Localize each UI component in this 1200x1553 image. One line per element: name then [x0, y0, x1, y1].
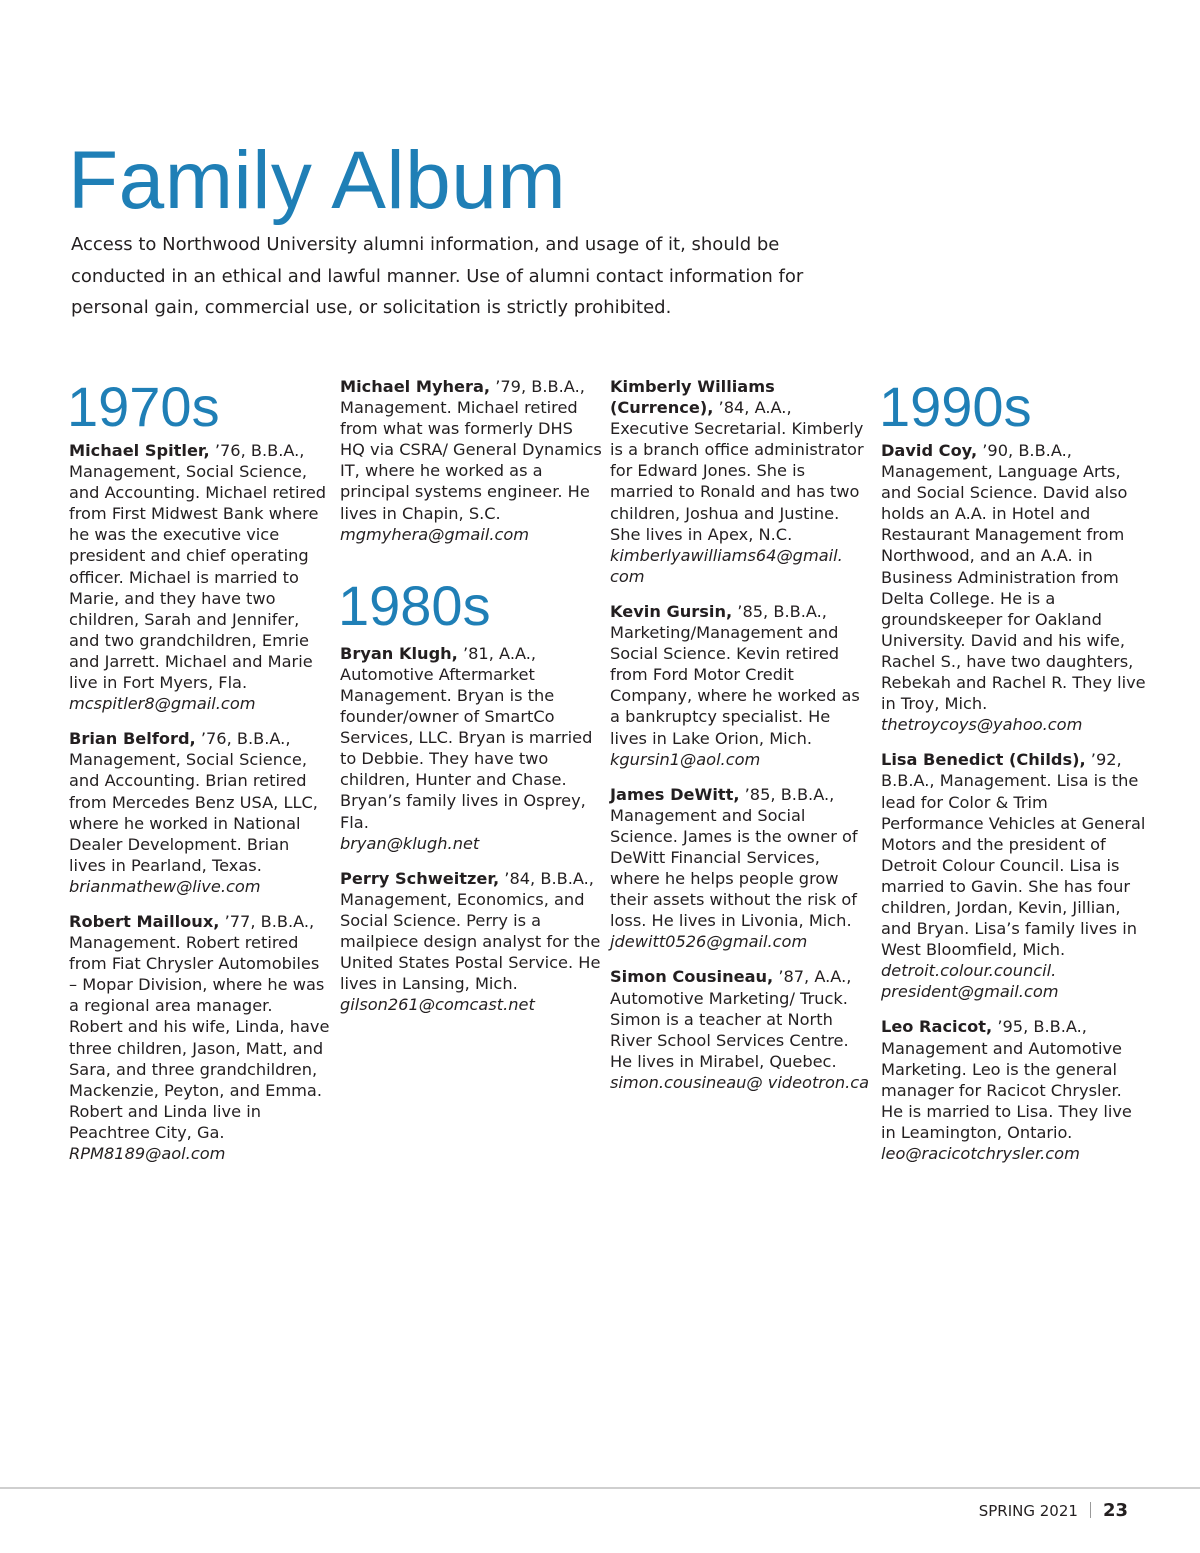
alumni-bio: ’84, B.B.A., Management, Economics, and Social Science. Perry is a mailpiece design analyst for the United States Postal Service. He lives in Lansing, Mich.: [340, 868, 601, 994]
alumni-entry: [69, 440, 331, 714]
alumni-bio: ’77, B.B.A., Management. Robert retired from Fiat Chrysler Automobiles – Mopar Division, where he was a regional area manager. Robert and his wife, Linda, have three children, Jason, Matt, and Sara, and three grandchildren, Mackenzie, Peyton, and Emma. Robert and Linda live in Peachtree City, Ga.: [69, 911, 330, 1142]
alumni-name: Leo Racicot,: [881, 1017, 993, 1037]
alumni-email: kgursin1@aol.com: [610, 749, 761, 769]
alumni-email: bryan@klugh.net: [340, 833, 480, 853]
alumni-email: gilson261@comcast.net: [340, 995, 535, 1015]
column-1: [69, 376, 331, 1178]
alumni-bio: ’76, B.B.A., Management, Social Science, and Accounting. Brian retired from Mercedes Benz USA, LLC, where he worked in National Dealer Development. Brian lives in Pearland, Texas.: [69, 729, 318, 875]
alumni-email: jdewitt0526@gmail.com: [610, 932, 808, 952]
alumni-name: Michael Myhera,: [340, 377, 491, 396]
alumni-entry: [69, 911, 331, 1164]
alumni-email: detroit.colour.council. president@gmail.com: [881, 961, 1059, 1002]
alumni-name: Kimberly Williams (Currence),: [610, 377, 775, 418]
footer-divider: [0, 1487, 1200, 1489]
alumni-entry: [610, 376, 872, 587]
alumni-bio: ’87, A.A., Automotive Marketing/ Truck. Simon is a teacher at North River School Services Centre. He lives in Mirabel, Quebec.: [610, 967, 852, 1071]
alumni-entry: [610, 966, 872, 1093]
page-footer: [979, 1500, 1128, 1522]
issue-label: SPRING 2021: [978, 1502, 1078, 1520]
alumni-bio: ’92, B.B.A., Management. Lisa is the lead for Color & Trim Performance Vehicles at General Motors and the president of Detroit Colour Council. Lisa is married to Gavin. She has four children, Jordan, Kevin, Jillian, and Bryan. Lisa’s family lives in West Bloomfield, Mich.: [881, 750, 1146, 960]
alumni-bio: ’90, B.B.A., Management, Language Arts, and Social Science. David also holds an A.A. in Hotel and Restaurant Management from Northwood, and an A.A. in Business Administration from Delta College. He is a groundskeeper for Oakland University. David and his wife, Rachel S., have two daughters, Rebekah and Rachel R. They live in Troy, Mich.: [881, 441, 1146, 714]
alumni-bio: ’81, A.A., Automotive Aftermarket Management. Bryan is the founder/owner of SmartCo Services, LLC. Bryan is married to Debbie. They have two children, Hunter and Chase. Bryan’s family lives in Osprey, Fla.: [340, 643, 593, 832]
alumni-entry: [69, 728, 331, 897]
alumni-entry: [340, 868, 602, 1016]
alumni-name: James DeWitt,: [610, 784, 740, 804]
alumni-email: RPM8189@aol.com: [69, 1144, 226, 1163]
alumni-email: mcspitler8@gmail.com: [69, 694, 256, 714]
alumni-bio: ’84, A.A., Executive Secretarial. Kimberly is a branch office administrator for Edward Jones. She is married to Ronald and has two children, Joshua and Justine. She lives in Apex, N.C.: [610, 398, 864, 544]
intro-paragraph: Access to Northwood University alumni information, and usage of it, should be conducted in an ethical and lawful manner. Use of alumni contact information for personal gain, commercial use, or solicitation is strictly prohibited.: [71, 234, 804, 318]
alumni-name: Brian Belford,: [69, 729, 196, 749]
decade-heading-1990s: 1990s: [879, 375, 1032, 438]
alumni-name: Lisa Benedict (Childs),: [881, 750, 1086, 770]
alumni-bio: ’95, B.B.A., Management and Automotive Marketing. Leo is the general manager for Racicot Chrysler. He is married to Lisa. They live in Leamington, Ontario.: [881, 1017, 1132, 1142]
page-title: Family Album: [68, 135, 567, 226]
decade-heading-1970s: 1970s: [67, 375, 220, 438]
column-4: [881, 376, 1146, 1178]
alumni-bio: ’76, B.B.A., Management, Social Science, and Accounting. Michael retired from First Midwest Bank where he was the executive vice president and chief operating officer. Michael is married to Marie, and they have two children, Sarah and Jennifer, and two grandchildren, Emrie and Jarrett. Michael and Marie live in Fort Myers, Fla.: [69, 441, 327, 693]
decade-heading-1980s: 1980s: [338, 573, 491, 637]
alumni-email: simon.cousineau@ videotron.ca: [610, 1072, 870, 1092]
alumni-entry: [610, 601, 872, 770]
alumni-name: Kevin Gursin,: [610, 601, 733, 621]
alumni-bio: ’85, B.B.A., Management and Social Science. James is the owner of DeWitt Financial Services, where he helps people grow their assets without the risk of loss. He lives in Livonia, Mich.: [610, 784, 858, 931]
alumni-name: Michael Spitler,: [69, 441, 210, 460]
alumni-name: Simon Cousineau,: [610, 967, 774, 987]
alumni-name: Robert Mailloux,: [69, 911, 220, 931]
alumni-email: leo@racicotchrysler.com: [881, 1144, 1080, 1163]
alumni-bio: ’79, B.B.A., Management. Michael retired from what was formerly DHS HQ via CSRA/ General Dynamics IT, where he worked as a principal systems engineer. He lives in Chapin, S.C.: [340, 377, 602, 523]
page-number: 23: [1102, 1500, 1128, 1521]
footer-separator: [1090, 1502, 1091, 1518]
alumni-entry: [340, 643, 602, 854]
alumni-name: Bryan Klugh,: [340, 643, 458, 663]
alumni-email: brianmathew@live.com: [69, 876, 261, 896]
alumni-entry: [340, 376, 602, 545]
alumni-name: David Coy,: [881, 441, 978, 460]
alumni-entry: [881, 1016, 1146, 1164]
alumni-entry: [881, 440, 1146, 735]
column-2: [340, 376, 602, 1029]
alumni-bio: ’85, B.B.A., Marketing/Management and Social Science. Kevin retired from Ford Motor Credit Company, where he worked as a bankruptcy specialist. He lives in Lake Orion, Mich.: [610, 601, 860, 748]
alumni-email: thetroycoys@yahoo.com: [881, 715, 1083, 735]
alumni-entry: [881, 749, 1146, 1002]
alumni-email: kimberlyawilliams64@gmail. com: [610, 545, 843, 586]
alumni-entry: [610, 784, 872, 953]
alumni-email: mgmyhera@gmail.com: [340, 524, 530, 544]
column-3: [610, 376, 872, 1107]
alumni-name: Perry Schweitzer,: [340, 868, 500, 888]
